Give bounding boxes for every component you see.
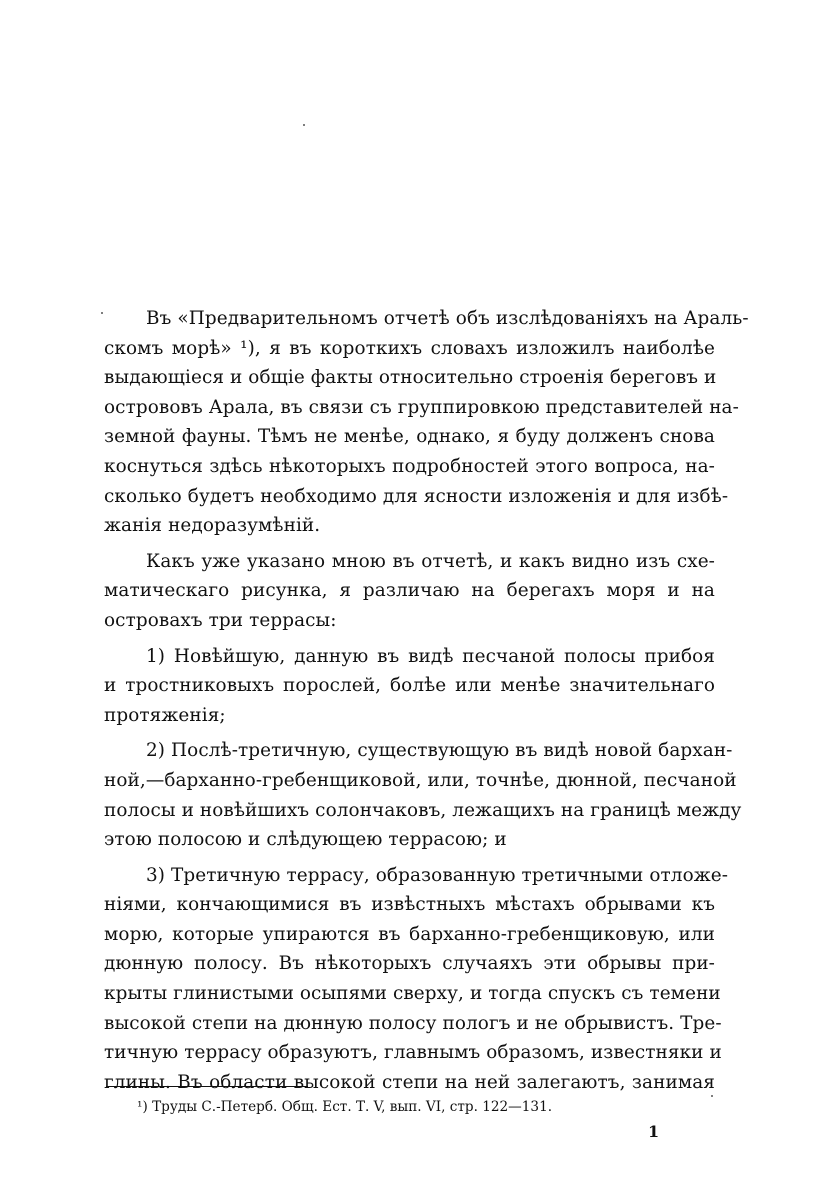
text-line: протяженія;: [104, 704, 226, 726]
text-line: Какъ уже указано мною въ отчетѣ, и какъ видно изъ схе-: [146, 550, 715, 572]
text-line: острововъ Арала, въ связи съ группировкою представителей на-: [104, 396, 739, 418]
scan-speck: [303, 124, 305, 126]
text-line: Въ «Предварительномъ отчетѣ объ изслѣдованіяхъ на Араль-: [146, 308, 749, 329]
text-line: ной,—барханно-гребенщиковой, или, точнѣе, дюнной, песчаной: [104, 769, 737, 791]
text-line: тичную террасу образуютъ, главнымъ образомъ, известняки и: [104, 1042, 722, 1064]
paragraph-4: [104, 736, 742, 854]
paragraph-1: [104, 304, 749, 541]
text-line: матическаго рисунка, я различаю на берегахъ моря и на: [104, 580, 715, 602]
footnote-divider: [106, 1086, 308, 1087]
text-line: выдающіеся и общіе факты относительно строенія береговъ и: [104, 367, 717, 389]
text-line: 3) Третичную террасу, образованную третичными отложе-: [146, 864, 729, 886]
paragraph-3: [104, 642, 715, 731]
text-line: земной фауны. Тѣмъ не менѣе, однако, я буду долженъ снова: [104, 426, 715, 448]
text-line: полосы и новѣйшихъ солончаковъ, лежащихъ на границѣ между: [104, 799, 742, 821]
text-line: сколько будетъ необходимо для ясности изложенія и для избѣ-: [104, 485, 729, 507]
text-line: коснуться здѣсь нѣкоторыхъ подробностей этого вопроса, на-: [104, 455, 715, 477]
text-line: 2) Послѣ-третичную, существующую въ видѣ новой бархан-: [146, 740, 733, 762]
text-line: скомъ морѣ» ¹), я въ короткихъ словахъ изложилъ наиболѣе: [104, 337, 715, 359]
paragraph-2: [104, 547, 715, 636]
body-text: [104, 304, 749, 1097]
text-line: высокой степи на дюнную полосу пологъ и не обрывистъ. Тре-: [104, 1012, 722, 1034]
scan-speck: [101, 312, 103, 314]
text-line: жанія недоразумѣній.: [104, 515, 321, 537]
text-line: этою полосою и слѣдующею террасою; и: [104, 829, 507, 851]
text-line: островахъ три террасы:: [104, 609, 337, 631]
text-line: 1) Новѣйшую, данную въ видѣ песчаной полосы прибоя: [146, 645, 715, 667]
text-line: и тростниковыхъ порослей, болѣе или менѣе значительнаго: [104, 675, 715, 697]
text-line: ніями, кончающимися въ извѣстныхъ мѣстахъ обрывами къ: [104, 894, 715, 916]
text-line: дюнную полосу. Въ нѣкоторыхъ случаяхъ эти обрывы при-: [104, 953, 715, 975]
text-line: крыты глинистыми осыпями сверху, и тогда спускъ съ темени: [104, 983, 721, 1005]
text-line: глины. Въ области высокой степи на ней залегаютъ, занимая: [104, 1071, 715, 1093]
text-line: морю, которые упираются въ барханно-гребенщиковую, или: [104, 923, 715, 945]
paragraph-5: [104, 861, 729, 1098]
footnote: ¹) Труды С.-Петерб. Общ. Ест. Т. V, вып. VI, стр. 122—131.: [137, 1099, 553, 1115]
page-number: 1: [648, 1122, 660, 1141]
